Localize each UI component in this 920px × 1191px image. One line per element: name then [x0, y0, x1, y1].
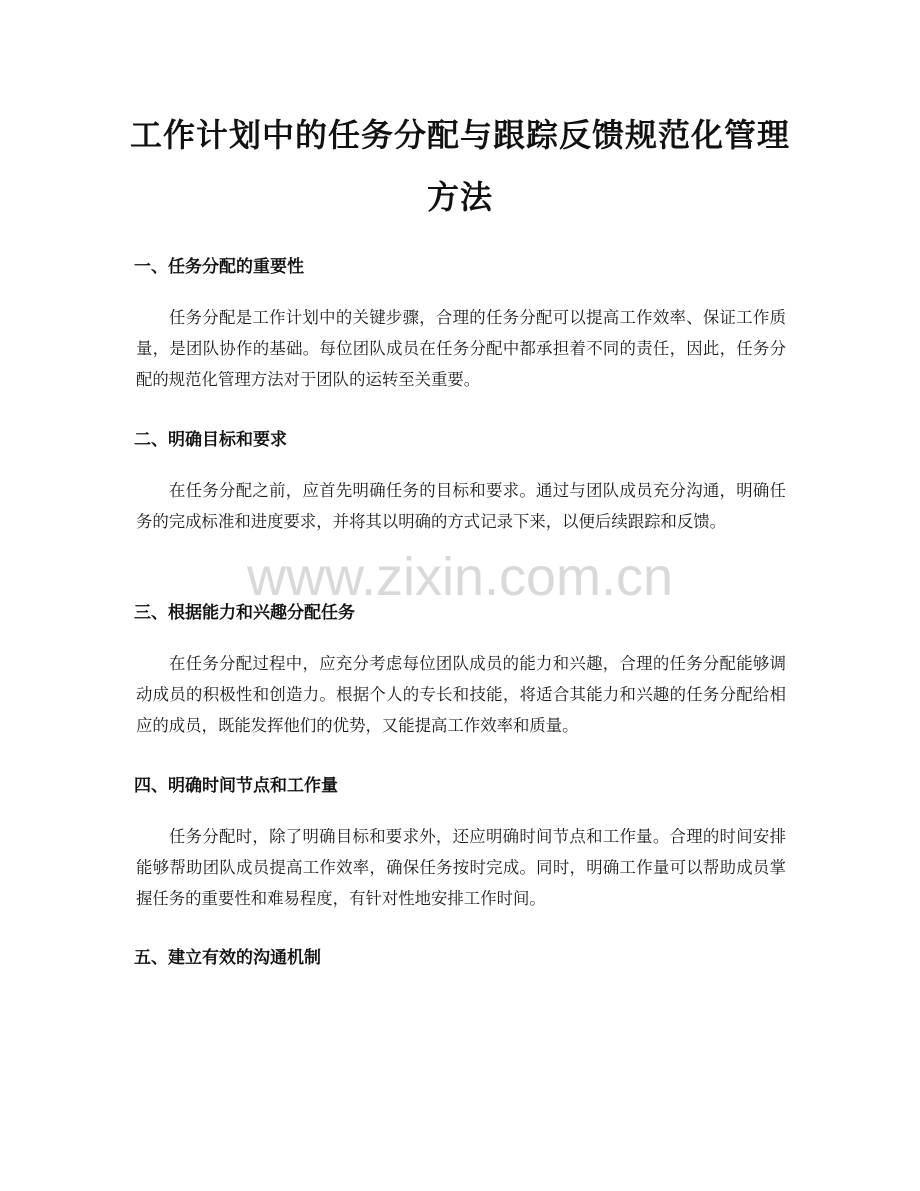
- section-body-3: 在任务分配过程中，应充分考虑每位团队成员的能力和兴趣，合理的任务分配能够调动成员的积极性和创造力。根据个人的专长和技能，将适合其能力和兴趣的任务分配给相应的成员，既能发挥他们的优势，又能提高工作效率和质量。: [136, 654, 786, 735]
- section-body-4: 任务分配时，除了明确目标和要求外，还应明确时间节点和工作量。合理的时间安排能够帮助团队成员提高工作效率，确保任务按时完成。同时，明确工作量可以帮助成员掌握任务的重要性和难易程度，有针对性地安排工作时间。: [136, 827, 786, 908]
- document-title: 工作计划中的任务分配与跟踪反馈规范化管理方法: [129, 116, 790, 216]
- section-body-2: 在任务分配之前，应首先明确任务的目标和要求。通过与团队成员充分沟通，明确任务的完成标准和进度要求，并将其以明确的方式记录下来，以便后续跟踪和反馈。: [136, 481, 786, 531]
- section-heading-1: 一、任务分配的重要性: [134, 257, 304, 277]
- section-body-1: 任务分配是工作计划中的关键步骤，合理的任务分配可以提高工作效率、保证工作质量，是团队协作的基础。每位团队成员在任务分配中都承担着不同的责任，因此，任务分配的规范化管理方法对于团队的运转至关重要。: [136, 308, 786, 389]
- section-heading-5: 五、建立有效的沟通机制: [134, 948, 321, 968]
- section-heading-2: 二、明确目标和要求: [134, 430, 287, 450]
- section-heading-3: 三、根据能力和兴趣分配任务: [134, 603, 355, 623]
- section-heading-4: 四、明确时间节点和工作量: [134, 776, 338, 796]
- watermark: www.zixin.com.cn: [246, 547, 674, 607]
